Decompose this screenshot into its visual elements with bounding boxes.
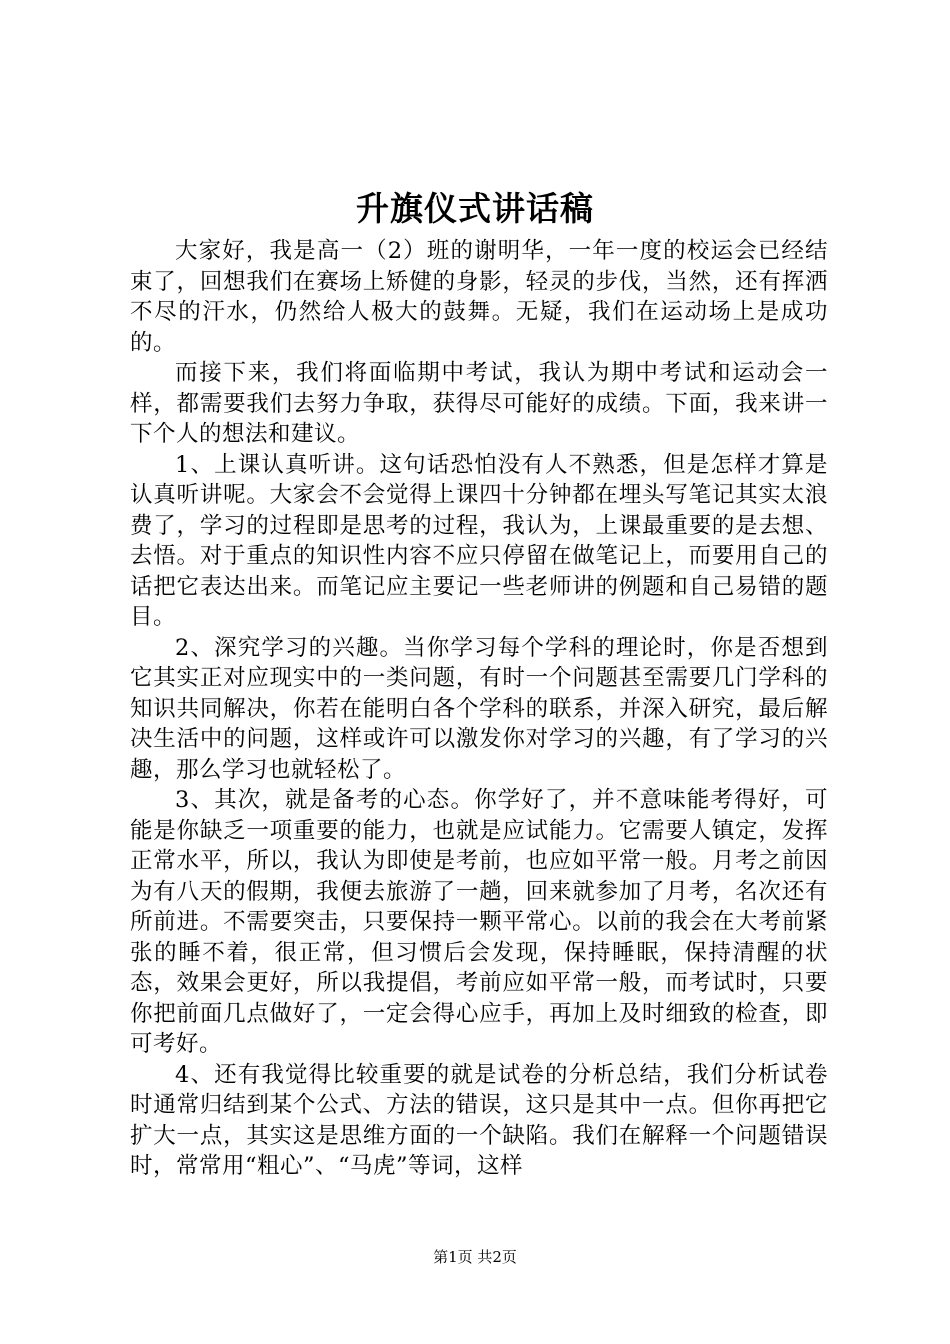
page-footer: 第1页 共2页 [433,1248,517,1266]
paragraph-point-3: 3、其次，就是备考的心态。你学好了，并不意味能考得好，可能是你缺乏一项重要的能力，也就是应试能力。它需要人镇定，发挥正常水平，所以，我认为即使是考前，也应如平常一般。月考之前因为有八天的假期，我便去旅游了一趟，回来就参加了月考，名次还有所前进。不需要突击，只要保持一颗平常心。以前的我会在大考前紧张的睡不着，很正常，但习惯后会发现，保持睡眠，保持清醒的状态，效果会更好，所以我提倡，考前应如平常一般，而考试时，只要你把前面几点做好了，一定会得心应手，再加上及时细致的检查，即可考好。 [130,787,828,1057]
paragraph-intro: 大家好，我是高一（2）班的谢明华，一年一度的校运会已经结束了，回想我们在赛场上矫健的身影，轻灵的步伐，当然，还有挥洒不尽的汗水，仍然给人极大的鼓舞。无疑，我们在运动场上是成功的。 [130,238,828,356]
paragraph-point-4: 4、还有我觉得比较重要的就是试卷的分析总结，我们分析试卷时通常归结到某个公式、方法的错误，这只是其中一点。但你再把它扩大一点，其实这是思维方面的一个缺陷。我们在解释一个问题错误时，常常用“粗心”、“马虎”等词，这样 [130,1061,828,1179]
paragraph-transition: 而接下来，我们将面临期中考试，我认为期中考试和运动会一样，都需要我们去努力争取，获得尽可能好的成绩。下面，我来讲一下个人的想法和建议。 [130,360,828,447]
paragraph-point-2: 2、深究学习的兴趣。当你学习每个学科的理论时，你是否想到它其实正对应现实中的一类问题，有时一个问题甚至需要几门学科的知识共同解决，你若在能明白各个学科的联系，并深入研究，最后解决生活中的问题，这样或许可以激发你对学习的兴趣，有了学习的兴趣，那么学习也就轻松了。 [130,634,828,783]
document-title: 升旗仪式讲话稿 [356,189,594,228]
paragraph-point-1: 1、上课认真听讲。这句话恐怕没有人不熟悉，但是怎样才算是认真听讲呢。大家会不会觉得上课四十分钟都在埋头写笔记其实太浪费了，学习的过程即是思考的过程，我认为，上课最重要的是去想、去悟。对于重点的知识性内容不应只停留在做笔记上，而要用自己的话把它表达出来。而笔记应主要记一些老师讲的例题和自己易错的题目。 [130,451,828,630]
document-body [130,236,828,1182]
